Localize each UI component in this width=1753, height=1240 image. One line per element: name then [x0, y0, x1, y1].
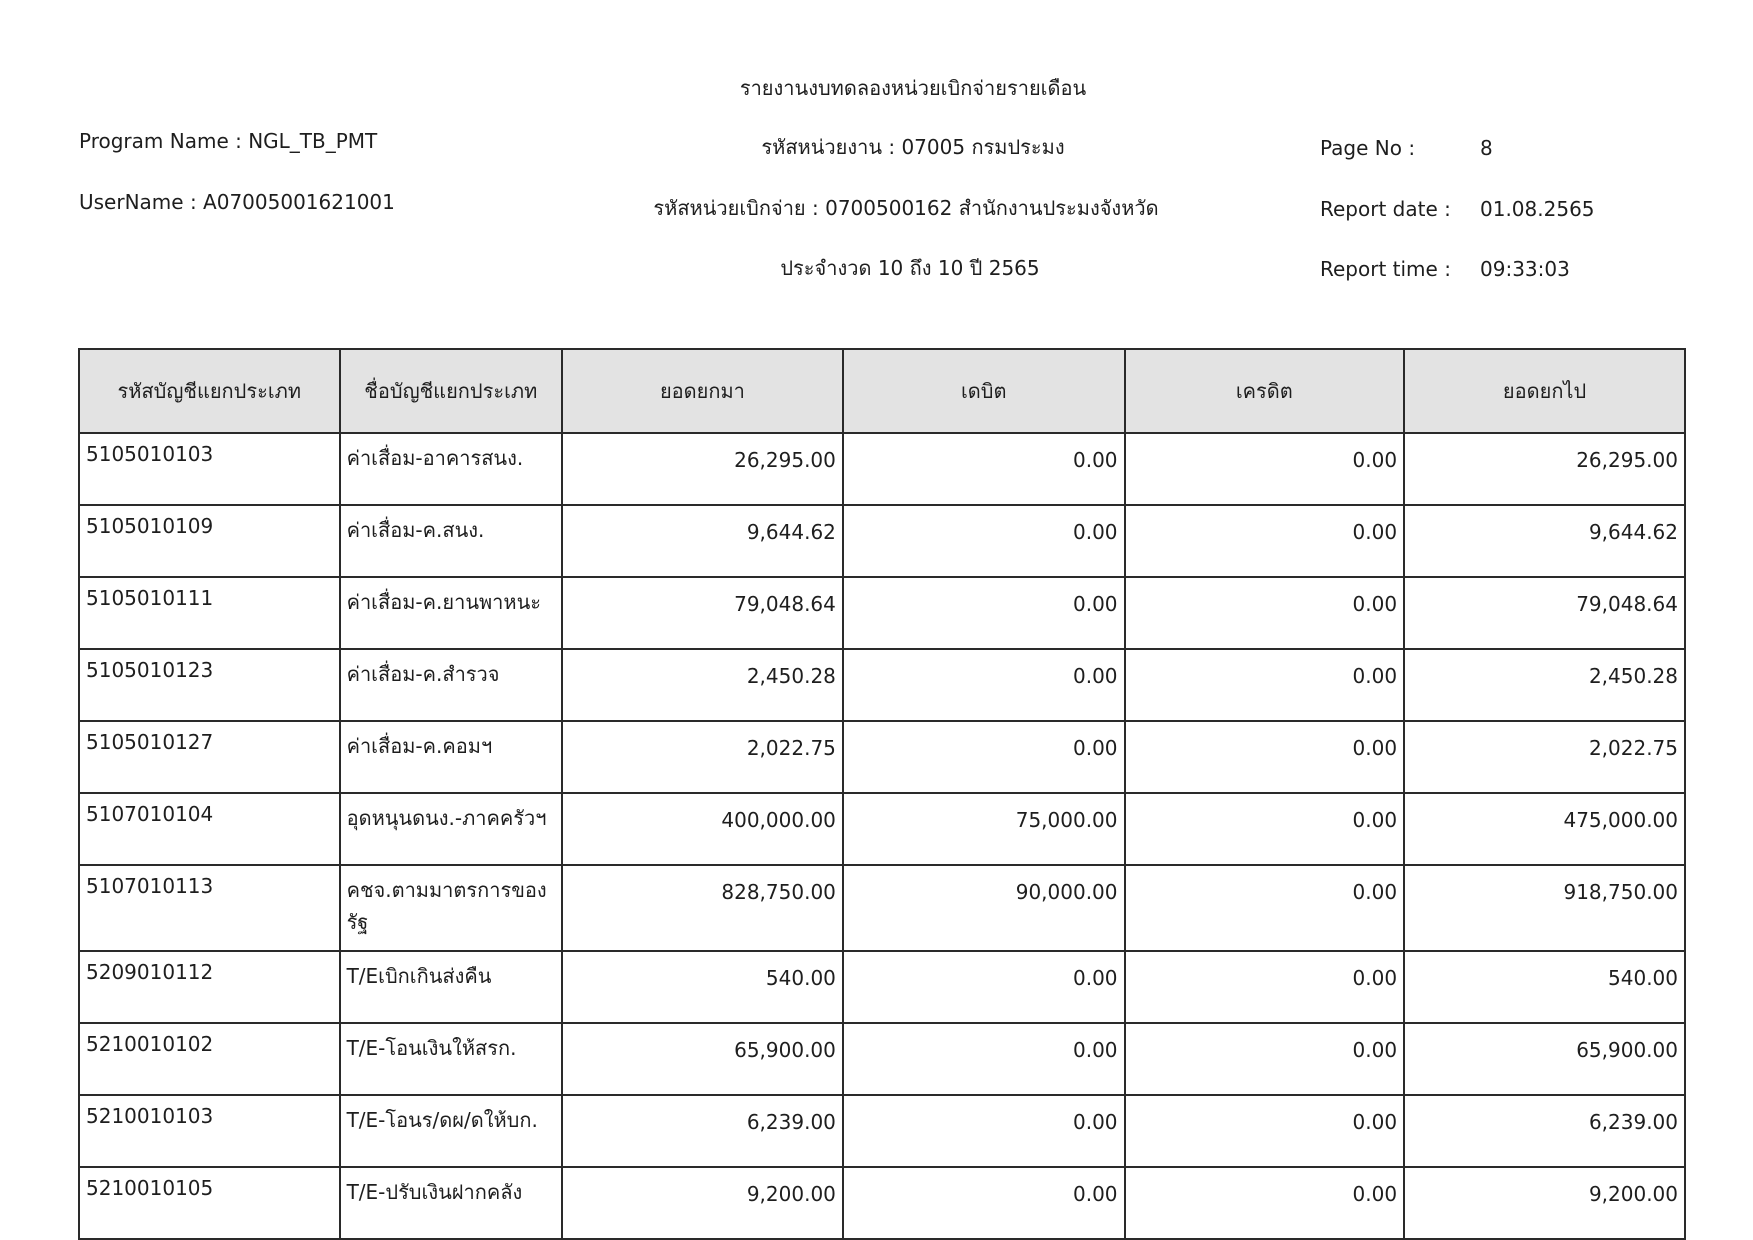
table-row	[79, 649, 1685, 721]
disbursement-unit: รหัสหน่วยเบิกจ่าย : 0700500162 สำนักงานประมงจังหวัด	[653, 196, 1159, 220]
debit-cell: 0.00	[843, 577, 1125, 649]
column-header-account-name: ชื่อบัญชีแยกประเภท	[340, 349, 562, 433]
closing-balance-cell: 918,750.00	[1404, 865, 1685, 951]
debit-cell: 0.00	[843, 1095, 1125, 1167]
account-code-cell: 5210010103	[79, 1095, 340, 1167]
table-row	[79, 433, 1685, 505]
column-header-closing-balance: ยอดยกไป	[1404, 349, 1685, 433]
table-header-row	[79, 349, 1685, 433]
credit-cell: 0.00	[1125, 1095, 1405, 1167]
closing-balance-cell: 26,295.00	[1404, 433, 1685, 505]
account-name-cell: T/E-ปรับเงินฝากคลัง	[340, 1167, 562, 1239]
column-header-debit: เดบิต	[843, 349, 1125, 433]
account-name-cell: คชจ.ตามมาตรการของรัฐ	[340, 865, 562, 951]
account-code-cell: 5210010105	[79, 1167, 340, 1239]
debit-cell: 90,000.00	[843, 865, 1125, 951]
account-code-cell: 5105010103	[79, 433, 340, 505]
report-period: ประจำงวด 10 ถึง 10 ปี 2565	[780, 256, 1040, 280]
report-time-label: Report time :	[1320, 257, 1451, 281]
account-code-cell: 5107010113	[79, 865, 340, 951]
credit-cell: 0.00	[1125, 951, 1405, 1023]
program-name: Program Name : NGL_TB_PMT	[79, 129, 378, 153]
opening-balance-cell: 2,022.75	[562, 721, 843, 793]
credit-cell: 0.00	[1125, 721, 1405, 793]
account-code-cell: 5105010127	[79, 721, 340, 793]
report-time-value: 09:33:03	[1480, 257, 1570, 281]
trial-balance-table	[78, 348, 1686, 1240]
table-row	[79, 865, 1685, 951]
opening-balance-cell: 9,200.00	[562, 1167, 843, 1239]
closing-balance-cell: 2,450.28	[1404, 649, 1685, 721]
table-row	[79, 505, 1685, 577]
opening-balance-cell: 828,750.00	[562, 865, 843, 951]
opening-balance-cell: 26,295.00	[562, 433, 843, 505]
credit-cell: 0.00	[1125, 505, 1405, 577]
debit-cell: 0.00	[843, 649, 1125, 721]
credit-cell: 0.00	[1125, 433, 1405, 505]
debit-cell: 0.00	[843, 1167, 1125, 1239]
account-name-cell: T/E-โอนเงินให้สรก.	[340, 1023, 562, 1095]
account-code-cell: 5210010102	[79, 1023, 340, 1095]
account-code-cell: 5209010112	[79, 951, 340, 1023]
debit-cell: 0.00	[843, 433, 1125, 505]
account-name-cell: ค่าเสื่อม-ค.สำรวจ	[340, 649, 562, 721]
report-title: รายงานงบทดลองหน่วยเบิกจ่ายรายเดือน	[739, 76, 1087, 100]
account-name-cell: T/Eเบิกเกินส่งคืน	[340, 951, 562, 1023]
table-row	[79, 793, 1685, 865]
opening-balance-cell: 6,239.00	[562, 1095, 843, 1167]
opening-balance-cell: 540.00	[562, 951, 843, 1023]
debit-cell: 0.00	[843, 721, 1125, 793]
account-name-cell: อุดหนุนดนง.-ภาคครัวฯ	[340, 793, 562, 865]
account-name-cell: T/E-โอนร/ดผ/ดให้บก.	[340, 1095, 562, 1167]
opening-balance-cell: 79,048.64	[562, 577, 843, 649]
closing-balance-cell: 79,048.64	[1404, 577, 1685, 649]
debit-cell: 0.00	[843, 505, 1125, 577]
credit-cell: 0.00	[1125, 1023, 1405, 1095]
credit-cell: 0.00	[1125, 649, 1405, 721]
closing-balance-cell: 540.00	[1404, 951, 1685, 1023]
credit-cell: 0.00	[1125, 865, 1405, 951]
column-header-credit: เครดิต	[1125, 349, 1405, 433]
closing-balance-cell: 475,000.00	[1404, 793, 1685, 865]
account-code-cell: 5107010104	[79, 793, 340, 865]
opening-balance-cell: 400,000.00	[562, 793, 843, 865]
username: UserName : A07005001621001	[79, 190, 395, 214]
closing-balance-cell: 2,022.75	[1404, 721, 1685, 793]
column-header-opening-balance: ยอดยกมา	[562, 349, 843, 433]
closing-balance-cell: 65,900.00	[1404, 1023, 1685, 1095]
opening-balance-cell: 9,644.62	[562, 505, 843, 577]
agency-code: รหัสหน่วยงาน : 07005 กรมประมง	[761, 135, 1065, 159]
table-row	[79, 1095, 1685, 1167]
debit-cell: 0.00	[843, 1023, 1125, 1095]
account-code-cell: 5105010109	[79, 505, 340, 577]
table-row	[79, 951, 1685, 1023]
report-date-label: Report date :	[1320, 197, 1451, 221]
closing-balance-cell: 9,200.00	[1404, 1167, 1685, 1239]
account-name-cell: ค่าเสื่อม-ค.คอมฯ	[340, 721, 562, 793]
debit-cell: 0.00	[843, 951, 1125, 1023]
account-name-cell: ค่าเสื่อม-อาคารสนง.	[340, 433, 562, 505]
opening-balance-cell: 65,900.00	[562, 1023, 843, 1095]
credit-cell: 0.00	[1125, 793, 1405, 865]
debit-cell: 75,000.00	[843, 793, 1125, 865]
table-row	[79, 1167, 1685, 1239]
account-code-cell: 5105010111	[79, 577, 340, 649]
account-name-cell: ค่าเสื่อม-ค.ยานพาหนะ	[340, 577, 562, 649]
page-no-value: 8	[1480, 136, 1493, 160]
opening-balance-cell: 2,450.28	[562, 649, 843, 721]
column-header-account-code: รหัสบัญชีแยกประเภท	[79, 349, 340, 433]
closing-balance-cell: 9,644.62	[1404, 505, 1685, 577]
table-row	[79, 721, 1685, 793]
account-name-cell: ค่าเสื่อม-ค.สนง.	[340, 505, 562, 577]
report-date-value: 01.08.2565	[1480, 197, 1595, 221]
closing-balance-cell: 6,239.00	[1404, 1095, 1685, 1167]
credit-cell: 0.00	[1125, 577, 1405, 649]
page-no-label: Page No :	[1320, 136, 1416, 160]
account-code-cell: 5105010123	[79, 649, 340, 721]
table-row	[79, 577, 1685, 649]
table-row	[79, 1023, 1685, 1095]
credit-cell: 0.00	[1125, 1167, 1405, 1239]
